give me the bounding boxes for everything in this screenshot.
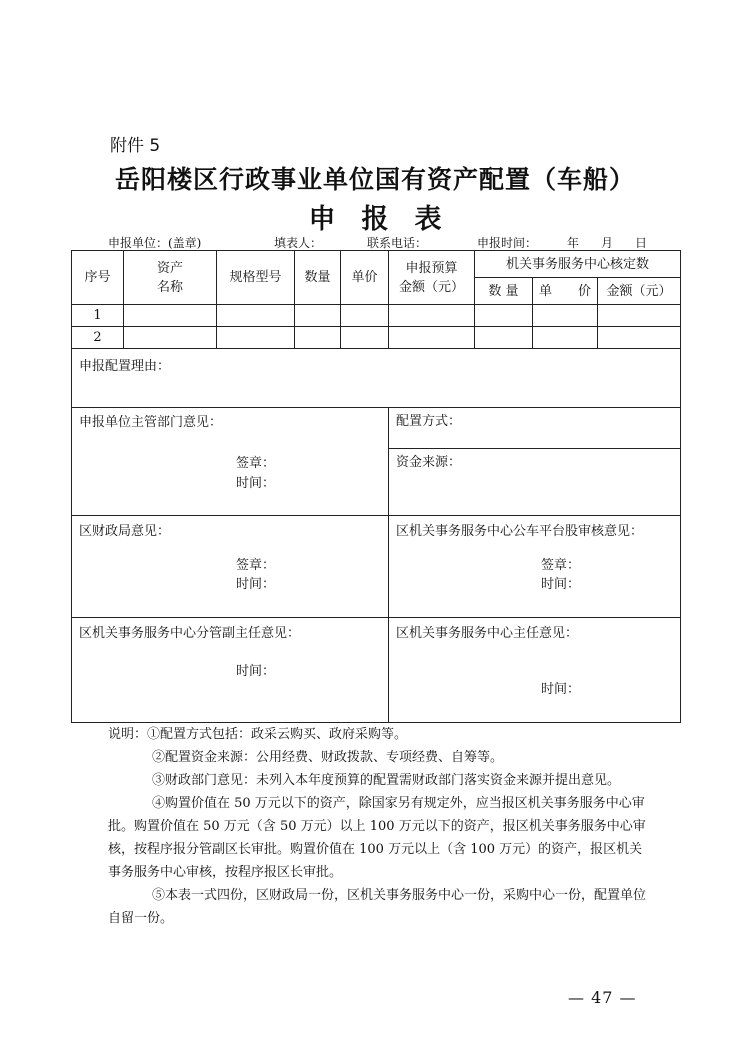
deputy-time-label: 时间：: [236, 664, 276, 679]
form-title: 岳阳楼区行政事业单位国有资产配置（车船）: [114, 165, 635, 194]
table-cell[interactable]: [533, 327, 598, 349]
meta-filler: 填表人：: [274, 236, 323, 250]
notes-section: [108, 723, 648, 930]
table-cell[interactable]: [475, 305, 533, 327]
director-time-label: 时间：: [541, 682, 581, 697]
table-cell[interactable]: [341, 305, 389, 327]
meta-year: 年: [567, 236, 580, 250]
header-sub-price: 单 价: [533, 278, 598, 305]
note-item: 说明：①配置方式包括：政采云购买、政府采购等。: [108, 727, 408, 742]
form-subtitle: 申报表: [308, 204, 468, 235]
header-spec: 规格型号: [217, 251, 295, 305]
row-number: 1: [72, 305, 124, 327]
header-sub-amount: 金额（元）: [598, 278, 681, 305]
table-cell[interactable]: [124, 305, 217, 327]
meta-day: 日: [635, 236, 648, 250]
note-item: ③财政部门意见：未列入本年度预算的配置需财政部门落实资金来源并提出意见。: [152, 773, 621, 788]
table-cell[interactable]: [389, 327, 475, 349]
table-cell[interactable]: [217, 327, 295, 349]
header-asset-name-line2: 名称: [156, 279, 183, 295]
platform-sign-label: 签章：: [541, 558, 581, 573]
fund-source-label: 资金来源：: [396, 455, 462, 470]
header-sub-qty: 数 量: [475, 278, 533, 305]
meta-time-label: 申报时间：: [477, 236, 538, 250]
header-budget-line2: 金额（元）: [398, 279, 464, 295]
platform-opinion-cell[interactable]: [389, 516, 681, 618]
meta-phone: 联系电话：: [367, 236, 428, 250]
table-cell[interactable]: [217, 305, 295, 327]
header-asset-name: [124, 251, 217, 305]
finance-opinion-cell[interactable]: [72, 516, 389, 618]
header-asset-name-line1: 资产: [156, 260, 183, 276]
header-budget: [389, 251, 475, 305]
header-budget-line1: 申报预算: [405, 260, 458, 276]
dept-time-label: 时间：: [236, 475, 276, 491]
row-number: 2: [72, 327, 124, 349]
platform-opinion-label: 区机关事务服务中心公车平台股审核意见：: [396, 524, 644, 539]
table-row: [72, 305, 681, 327]
note-item: ⑤本表一式四份，区财政局一份，区机关事务服务中心一份，采购中心一份，配置单位自留一份。: [108, 888, 647, 926]
note-item: ②配置资金来源：公用经费、财政拨款、专项经费、自筹等。: [152, 750, 504, 765]
table-cell[interactable]: [598, 305, 681, 327]
deputy-opinion-label: 区机关事务服务中心分管副主任意见：: [79, 626, 301, 641]
table-cell[interactable]: [124, 327, 217, 349]
director-opinion-label: 区机关事务服务中心主任意见：: [396, 626, 579, 641]
header-qty: 数量: [295, 251, 341, 305]
attachment-label: 附件 5: [110, 136, 161, 156]
config-method-label: 配置方式：: [396, 414, 462, 429]
platform-time-label: 时间：: [541, 577, 581, 592]
page-number: — 47 —: [568, 988, 637, 1007]
dept-opinion-label: 申报单位主管部门意见：: [79, 414, 223, 430]
table-cell[interactable]: [295, 305, 341, 327]
table-cell[interactable]: [533, 305, 598, 327]
table-cell[interactable]: [389, 305, 475, 327]
table-cell[interactable]: [475, 327, 533, 349]
reason-cell[interactable]: [72, 349, 681, 408]
application-table: [71, 250, 681, 723]
meta-time: [477, 234, 647, 251]
note-item: ④购置价值在 50 万元以下的资产，除国家另有规定外，应当报区机关事务服务中心审批。购置价值在 50 万元（含 50 万元）以上 100 万元以下的资产，报区机关事务服务中心审核，按程序报分管副区长审批。购置价值在 100 万元以上（含 100 万元）的资产，报区机关事务服务中心审核，按程序报区长审批。: [108, 796, 646, 880]
finance-sign-label: 签章：: [236, 558, 276, 573]
table-cell[interactable]: [295, 327, 341, 349]
table-cell[interactable]: [598, 327, 681, 349]
meta-month: 月: [601, 236, 614, 250]
table-cell[interactable]: [341, 327, 389, 349]
director-opinion-cell[interactable]: [389, 618, 681, 723]
meta-unit: 申报单位：(盖章): [108, 236, 202, 250]
config-method-cell[interactable]: [389, 408, 681, 449]
deputy-opinion-cell[interactable]: [72, 618, 389, 723]
fund-source-cell[interactable]: [389, 449, 681, 516]
dept-sign-label: 签章：: [236, 455, 276, 471]
reason-label: 申报配置理由：: [79, 359, 171, 374]
dept-opinion-cell[interactable]: [72, 408, 389, 516]
header-seq: 序号: [72, 251, 124, 305]
header-center-approved: 机关事务服务中心核定数: [475, 251, 681, 278]
table-row: [72, 327, 681, 349]
header-price: 单价: [341, 251, 389, 305]
finance-opinion-label: 区财政局意见：: [79, 524, 171, 539]
finance-time-label: 时间：: [236, 577, 276, 592]
